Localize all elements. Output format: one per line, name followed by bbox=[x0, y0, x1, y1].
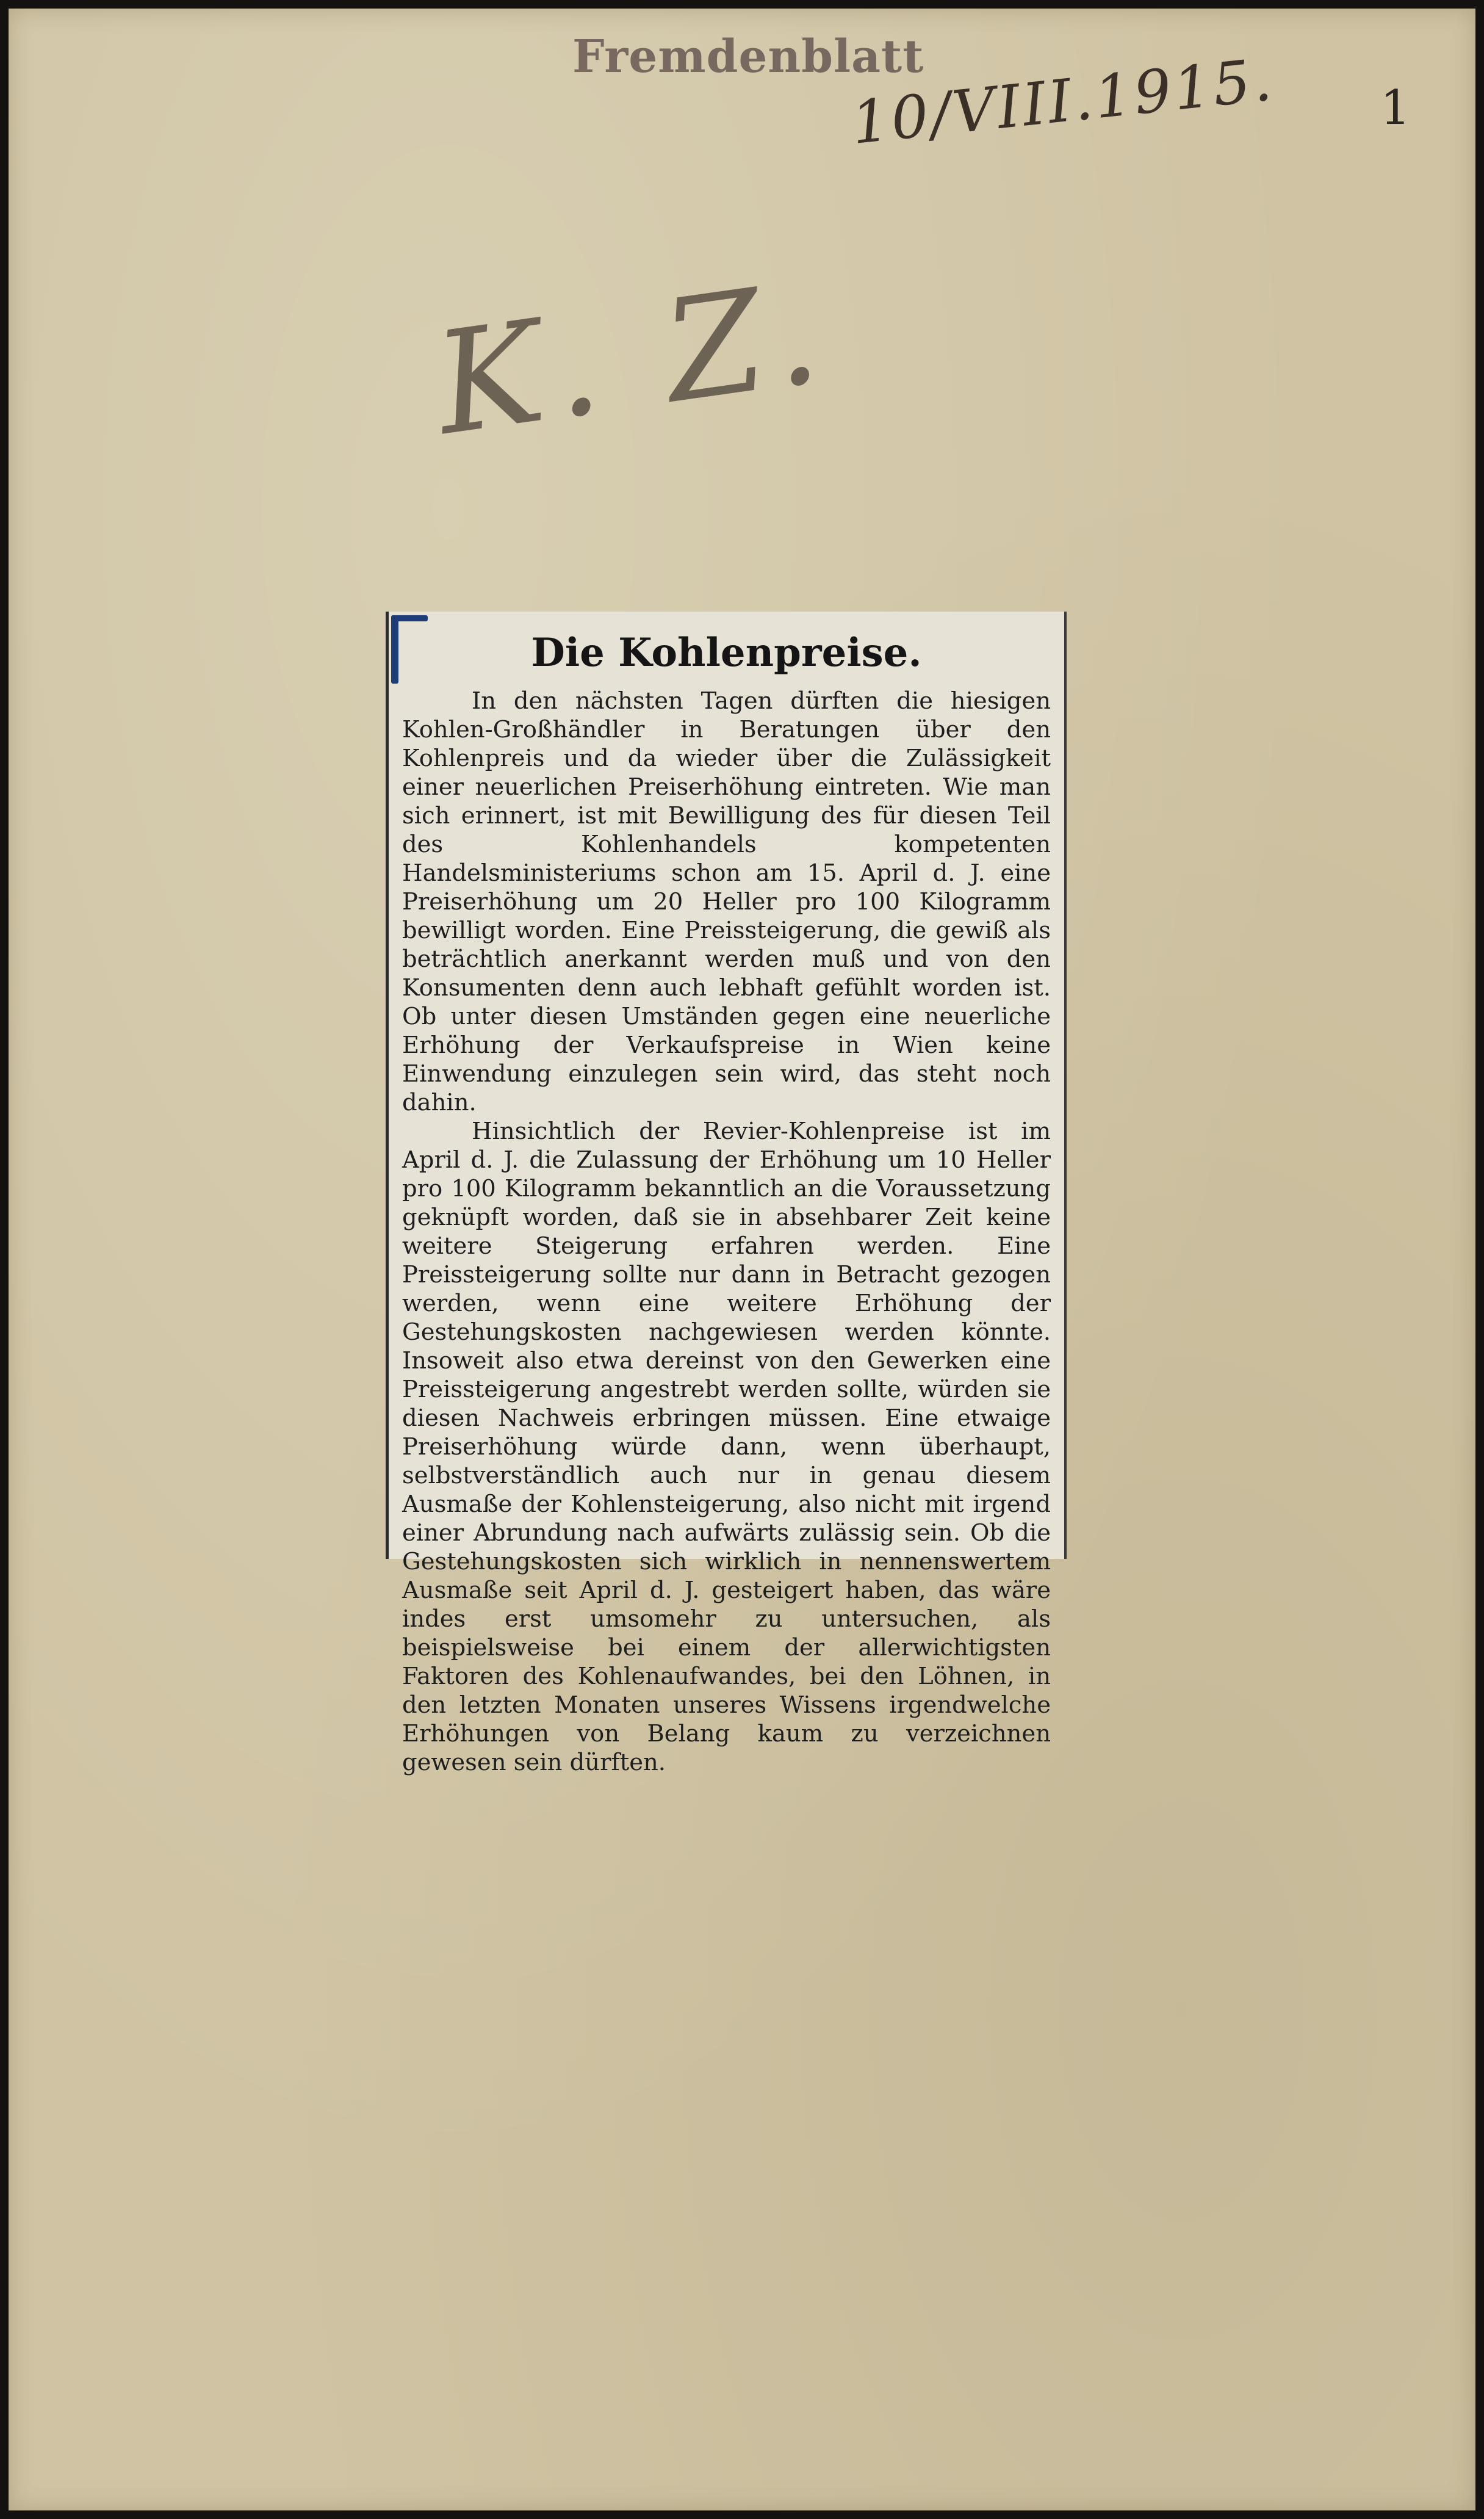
handwritten-date: 10/VIII.1915. bbox=[848, 45, 1277, 158]
article-paragraph-1: In den nächsten Tagen dürften die hiesigen Kohlen-Großhändler in Beratungen über den Kohlenpreis und da wieder über die Zulässigkeit einer neuerlichen Preiserhöhung eintreten. Wie man sich erinnert, ist mit Bewilligung des für diesen Teil des Kohlenhandels kompetenten Handelsministeriums schon am 15. April d. J. eine Preiserhöhung um 20 Heller pro 100 Kilogramm bewilligt worden. Eine Preissteigerung, die gewiß als beträchtlich anerkannt werden muß und von den Konsumenten denn auch lebhaft gefühlt worden ist. Ob unter diesen Umständen gegen eine neuerliche Erhöhung der Verkaufspreise in Wien keine Einwendung einzulegen sein wird, das steht noch dahin. bbox=[402, 687, 1051, 1116]
article-body bbox=[402, 687, 1051, 1777]
article-paragraph-2: Hinsichtlich der Revier-Kohlenpreise ist im April d. J. die Zulassung der Erhöhung um 10 Heller pro 100 Kilogramm bekanntlich an die Voraussetzung geknüpft worden, daß sie in absehbarer Zeit keine weitere Steigerung erfahren werden. Eine Preissteigerung sollte nur dann in Betracht gezogen werden, wenn eine weitere Erhöhung der Gestehungskosten nachgewiesen werden könnte. Insoweit also etwa dereinst von den Gewerken eine Preissteigerung angestrebt werden sollte, würden sie diesen Nachweis erbringen müssen. Eine etwaige Preiserhöhung würde dann, wenn überhaupt, selbstverständlich auch nur in genau diesem Ausmaße der Kohlensteigerung, also nicht mit irgend einer Abrundung nach aufwärts zulässig sein. Ob die Gestehungskosten sich wirklich in nennenswertem Ausmaße seit April d. J. gesteigert haben, das wäre indes erst umsomehr zu untersuchen, als beispielsweise bei einem der allerwichtigsten Faktoren des Kohlenaufwandes, bei den Löhnen, in den letzten Monaten unseres Wissens irgendwelche Erhöhungen von Belang kaum zu verzeichnen gewesen sein dürften. bbox=[402, 1118, 1051, 1776]
newspaper-clipping bbox=[386, 612, 1067, 1776]
article-headline: Die Kohlenpreise. bbox=[531, 630, 922, 676]
archive-sheet bbox=[9, 9, 1475, 2510]
blue-pencil-mark bbox=[391, 615, 398, 684]
blue-pencil-mark-top bbox=[391, 615, 428, 621]
handwritten-initials: K. Z. bbox=[426, 250, 840, 467]
newspaper-name-stamp: Fremdenblatt bbox=[572, 31, 924, 83]
page-number: 1 bbox=[1380, 81, 1411, 136]
